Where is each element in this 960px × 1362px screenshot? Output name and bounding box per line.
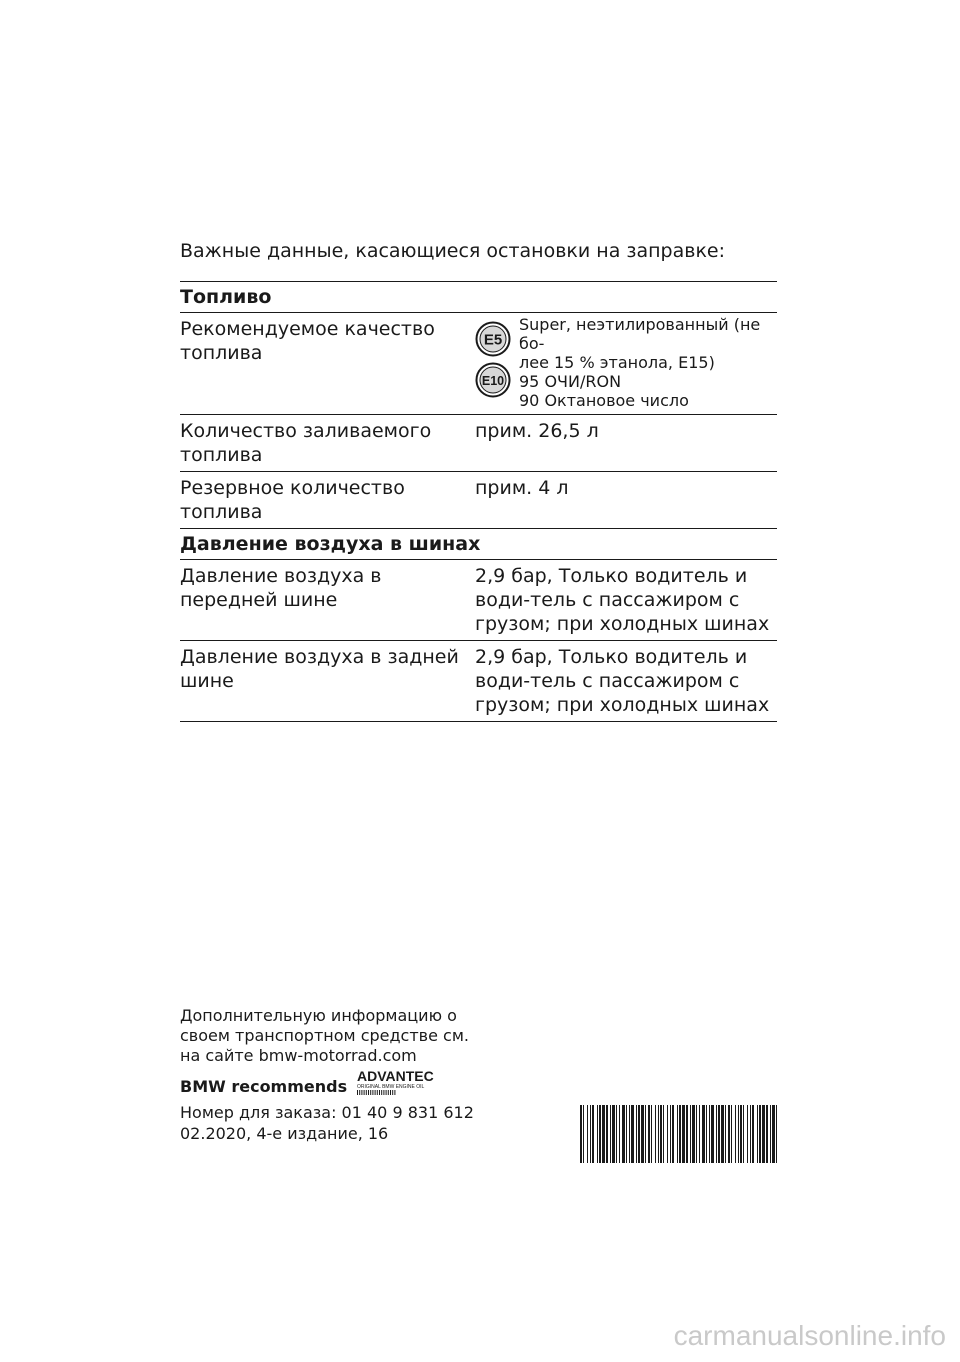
logo-tick [359,1090,360,1095]
logo-tick [381,1090,382,1095]
fuel-badges [475,315,515,398]
fuel-quality-line: 90 Октановое число [519,391,689,410]
svg-text:E5: E5 [483,331,503,349]
fuel-section-title: Топливо [180,286,272,308]
e5-badge-icon [475,321,511,357]
barcode-icon [580,1105,777,1163]
barcode-bar [716,1105,717,1163]
barcode-bar [709,1105,710,1163]
barcode-bar [580,1105,582,1163]
rear-tire-value: 2,9 бар, Только водитель и води-тель с пассажиром с грузом; при холодных шинах [475,646,770,716]
front-tire-value: 2,9 бар, Только водитель и води-тель с пассажиром с грузом; при холодных шинах [475,565,770,635]
barcode-bar [616,1105,617,1163]
advantec-logo-icon [355,1068,455,1096]
rear-tire-row [180,640,777,722]
fuel-quality-line: Super, неэтилированный (не бо- [519,315,761,353]
barcode-bar [597,1105,598,1163]
fuel-quality-text [519,315,777,410]
fuel-reserve-value: прим. 4 л [475,477,569,499]
barcode-bar [682,1105,685,1163]
barcode-bar [752,1105,754,1163]
logo-tick [364,1090,365,1095]
e10-badge-icon [475,362,511,398]
barcode-bar [672,1105,674,1163]
fuel-quality-line: лее 15 % этанола, E15) [519,353,715,372]
logo-tick [377,1090,378,1095]
barcode-bar [776,1105,777,1163]
svg-text:E10: E10 [481,374,505,388]
recommended-fuel-label: Рекомендуемое качество топлива [180,318,435,364]
barcode-bar [622,1105,625,1163]
recommends-label: BMW recommends [180,1077,348,1096]
barcode-bar [651,1105,652,1163]
fuel-quality-line: 95 ОЧИ/RON [519,372,622,391]
logo-tick [384,1090,385,1095]
front-tire-row [180,559,777,640]
barcode-bar [725,1105,726,1163]
barcode-bar [667,1105,668,1163]
barcode-bar [641,1105,644,1163]
barcode-bar [766,1105,768,1163]
barcode-bar [747,1105,748,1163]
barcode-bar [762,1105,765,1163]
barcode-bar [770,1105,771,1163]
logo-tick [373,1090,374,1095]
bmw-recommends [180,1068,455,1096]
barcode-bar [626,1105,627,1163]
logo-tick [357,1090,358,1095]
fuel-reserve-label: Резервное количество топлива [180,477,405,523]
site-watermark: carmanualsonline.info [673,1320,946,1351]
barcode-bar [721,1105,724,1163]
barcode-bar [663,1105,664,1163]
fuel-section-header [180,281,777,312]
barcode-bar [696,1105,697,1163]
barcode-bar [738,1105,739,1163]
barcode-bar [711,1105,714,1163]
logo-tick [395,1090,396,1095]
barcode-bar [658,1105,659,1163]
barcode-bar [735,1105,736,1163]
barcode-bar [743,1105,744,1163]
barcode-bar [718,1105,720,1163]
barcode-bar [606,1105,608,1163]
barcode-bar [757,1105,758,1163]
logo-tick [379,1090,380,1095]
logo-tick [366,1090,367,1095]
barcode-bar [619,1105,620,1163]
edition-info: 02.2020, 4-е издание, 16 [180,1124,389,1143]
order-number: Номер для заказа: 01 40 9 831 612 [180,1103,474,1122]
barcode-bar [631,1105,634,1163]
tire-section-title: Давление воздуха в шинах [180,533,481,555]
barcode-bar [587,1105,588,1163]
barcode-bar [636,1105,637,1163]
logo-tick [370,1090,371,1095]
order-block [180,1102,474,1144]
front-tire-label: Давление воздуха в передней шине [180,565,382,611]
logo-tick [375,1090,376,1095]
barcode-bar [692,1105,695,1163]
barcode-bar [759,1105,761,1163]
logo-tick [368,1090,369,1095]
logo-tick [362,1090,363,1095]
logo-tick [388,1090,389,1095]
barcode-bar [599,1105,601,1163]
barcode-bar [728,1105,730,1163]
barcode-bar [602,1105,605,1163]
barcode-bar [699,1105,700,1163]
barcode-bar [655,1105,656,1163]
recommended-fuel-value [475,313,777,414]
rear-tire-label: Давление воздуха в задней шине [180,646,459,692]
barcode-bar [660,1105,662,1163]
data-table [180,281,777,722]
svg-text:ADVANTEC: ADVANTEC [357,1068,434,1084]
logo-tick [386,1090,387,1095]
barcode-bar [629,1105,630,1163]
barcode-bar [590,1105,591,1163]
barcode-bar [702,1105,705,1163]
recommended-fuel-row [180,312,777,414]
fuel-quantity-row [180,414,777,471]
barcode-bar [670,1105,671,1163]
barcode-bar [750,1105,751,1163]
barcode-bar [679,1105,681,1163]
barcode-bar [583,1105,584,1163]
logo-tick [392,1090,393,1095]
fuel-reserve-row [180,471,777,528]
intro-text: Важные данные, касающиеся остановки на заправке: [180,240,726,262]
barcode-bar [610,1105,611,1163]
barcode-bar [645,1105,646,1163]
barcode-bar [690,1105,691,1163]
barcode-bar [772,1105,775,1163]
barcode-bar [740,1105,742,1163]
barcode-bar [612,1105,615,1163]
barcode-bar [592,1105,594,1163]
fuel-quantity-value: прим. 26,5 л [475,420,599,442]
barcode-bar [648,1105,650,1163]
svg-text:ORIGINAL BMW ENGINE OIL: ORIGINAL BMW ENGINE OIL [357,1084,425,1090]
barcode-bar [686,1105,688,1163]
barcode-bar [677,1105,678,1163]
fuel-quantity-label: Количество заливаемого топлива [180,420,432,466]
barcode-bar [706,1105,707,1163]
barcode-bar [731,1105,732,1163]
barcode-bar [638,1105,640,1163]
tire-section-header [180,528,777,559]
footer-info-text: Дополнительную информацию о своем транспортном средстве см. на сайте bmw-motorrad.com [180,1006,469,1065]
logo-tick [390,1090,391,1095]
